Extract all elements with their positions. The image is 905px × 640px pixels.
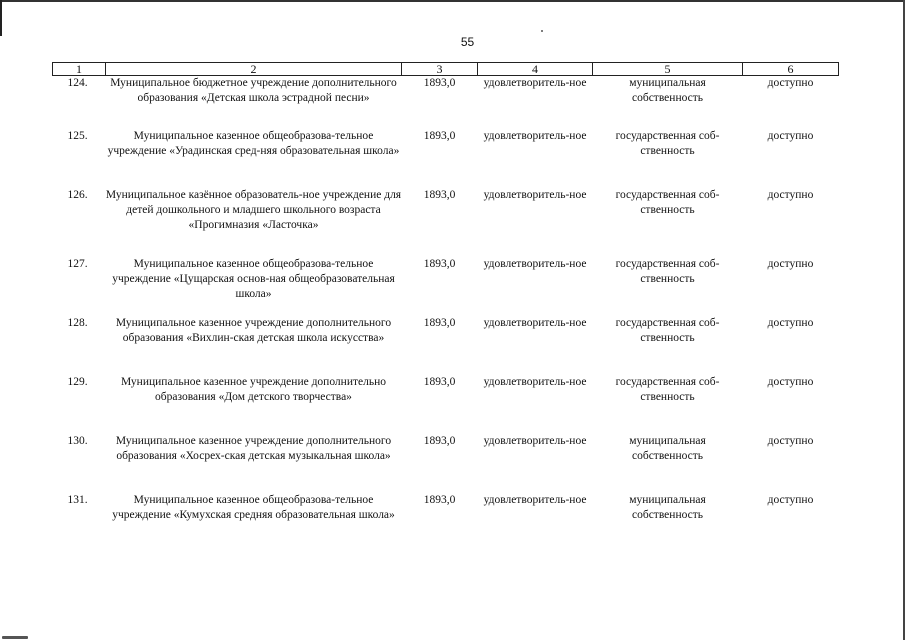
column-header: 4 [478,63,593,76]
access-value: доступно [767,317,814,329]
row-number: 130. [67,435,88,447]
table-row [53,434,839,493]
ownership-value: муниципальная собственность [629,494,706,521]
condition-value: удовлетворитель-ное [483,317,587,329]
ownership-value: государственная соб-ственность [615,376,720,403]
institution-name: Муниципальное казенное общеобразова-тельное учреждение «Урадинская сред-няя образовательная школа» [107,130,400,157]
year-value: 1893,0 [423,435,456,447]
column-header: 2 [106,63,402,76]
row-number: 128. [67,317,88,329]
table-header-row [53,63,839,76]
condition-value: удовлетворитель-ное [483,258,587,270]
access-value: доступно [767,77,814,89]
institution-name: Муниципальное казенное учреждение дополнительного образования «Хосрех-ская детская музыкальная школа» [115,435,392,462]
column-header: 3 [402,63,478,76]
year-value: 1893,0 [423,258,456,270]
scan-edge-top [0,0,905,2]
page-number: 55 [460,35,475,49]
institution-name: Муниципальное казенное учреждение дополнительно образования «Дом детского творчества» [120,376,386,403]
condition-value: удовлетворитель-ное [483,77,587,89]
row-number: 126. [67,189,88,201]
year-value: 1893,0 [423,376,456,388]
access-value: доступно [767,435,814,447]
row-number: 125. [67,130,88,142]
institution-name: Муниципальное казенное учреждение дополнительного образования «Вихлин-ская детская школа искусства» [115,317,392,344]
condition-value: удовлетворитель-ное [483,435,587,447]
condition-value: удовлетворитель-ное [483,130,587,142]
column-header: 6 [743,63,839,76]
year-value: 1893,0 [423,189,456,201]
ownership-value: муниципальная собственность [629,435,706,462]
institution-name: Муниципальное казённое образователь-ное учреждение для детей дошкольного и младшего школьного возраста «Прогимназия «Ласточка» [105,189,402,231]
column-header: 1 [53,63,106,76]
table-row [53,76,839,130]
institution-name: Муниципальное бюджетное учреждение дополнительного образования «Детская школа эстрадной песни» [110,77,397,104]
table-row [53,375,839,434]
ownership-value: государственная соб-ственность [615,130,720,157]
scan-edge-left [0,0,2,36]
table-row [53,316,839,375]
institution-name: Муниципальное казенное общеобразова-тельное учреждение «Кумухская средняя образовательная школа» [112,494,395,521]
row-number: 129. [67,376,88,388]
condition-value: удовлетворитель-ное [483,376,587,388]
table-row [53,493,839,552]
year-value: 1893,0 [423,317,456,329]
access-value: доступно [767,189,814,201]
access-value: доступно [767,376,814,388]
document-table [52,62,839,552]
row-number: 124. [67,77,88,89]
scan-speck [541,30,543,32]
year-value: 1893,0 [423,130,456,142]
ownership-value: государственная соб-ственность [615,189,720,216]
table-row [53,129,839,188]
ownership-value: государственная соб-ственность [615,317,720,344]
access-value: доступно [767,130,814,142]
year-value: 1893,0 [423,494,456,506]
row-number: 127. [67,258,88,270]
ownership-value: муниципальная собственность [629,77,706,104]
column-header: 5 [593,63,743,76]
ownership-value: государственная соб-ственность [615,258,720,285]
condition-value: удовлетворитель-ное [483,494,587,506]
table-row [53,188,839,257]
access-value: доступно [767,494,814,506]
scan-speck [2,636,28,639]
table-row [53,257,839,316]
condition-value: удовлетворитель-ное [483,189,587,201]
institution-name: Муниципальное казенное общеобразова-тельное учреждение «Цущарская основ-ная общеобразовательная школа» [112,258,395,300]
year-value: 1893,0 [423,77,456,89]
access-value: доступно [767,258,814,270]
row-number: 131. [67,494,88,506]
